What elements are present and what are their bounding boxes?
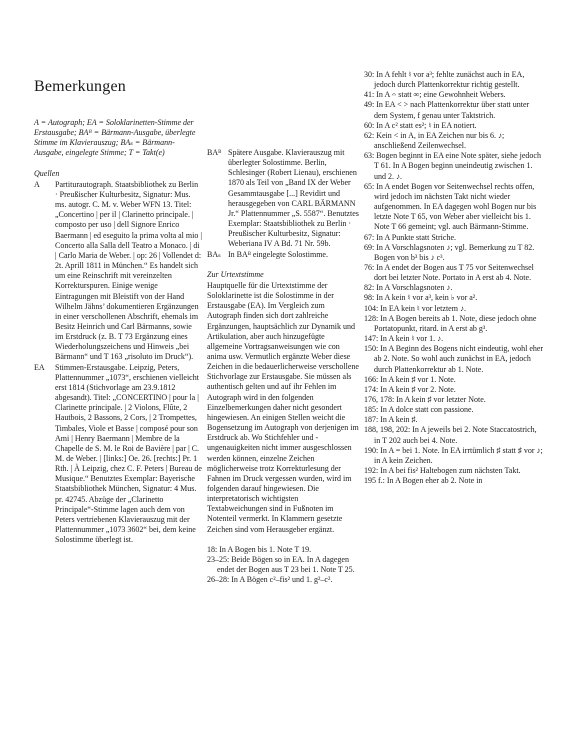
- remark-item: 166: In A kein ♯ vor 1. Note.: [364, 374, 456, 384]
- remark-item: 104: In EA kein ♮ vor letztem ♪.: [364, 303, 466, 313]
- source-entry-ea: [34, 363, 202, 546]
- remark-item: 26–28: In A Bögen c²–fis² und 1. g²–c².: [207, 575, 333, 585]
- remark-item: 128: In A Bogen bereits ab 1. Note, diese jedoch ohne Portatopunkt, ritard. in A erst ab g³.: [364, 313, 537, 333]
- remark-item: 65: In A endet Bogen vor Seitenwechsel rechts offen, wird jedoch im nächsten Takt nicht wieder aufgenommen. In EA dagegen wohl Bogen nur bis letzte Note T 65, von Weber aber vielleicht bis 1. Note T 66 gemeint; vgl. auch Bärmann-Stimme.: [364, 181, 537, 232]
- remark-item: 185: In A dolce statt con passione.: [364, 405, 474, 415]
- remark-item: 190: In A = bei 1. Note. In EA irrtümlich ♯ statt ♯ vor ♪; in A kein Zeichen.: [364, 445, 543, 465]
- source-entry-bas: [207, 250, 359, 260]
- source-text: Spätere Ausgabe. Klavierauszug mit überlegter Solostimme. Berlin, Schlesinger (Robert Lienau), erschienen 1870 als Teil von „Band IX der Weber Gesammtausgabe [...] Revidirt und herausgegeben von CARL BÄRMANN Jr.“ Plattennummer „S. 5587“. Benutztes Exemplar: Staatsbibliothek zu Berlin · Preußischer Kulturbesitz, Signatur: Weberiana IV A Bd. 71 Nr. 59b.: [228, 148, 359, 249]
- remark-item: 18: In A Bogen bis 1. Note T 19.: [207, 544, 312, 554]
- remark-item: 41: In A 𝄐 statt ∞; eine Gewohnheit Webers.: [364, 90, 506, 100]
- source-text: In BAᴮ eingelegte Solostimme.: [228, 249, 328, 259]
- remark-item: 188, 198, 202: In A jeweils bei 2. Note Staccatostrich, in T 202 auch bei 4. Note.: [364, 425, 537, 445]
- remark-item: 176, 178: In A kein ♯ vor letzter Note.: [364, 395, 486, 404]
- page-title: Bemerkungen: [34, 78, 126, 95]
- remark-item: 49: In EA < > nach Plattenkorrektur über statt unter dem System, f genau unter Taktstrich.: [364, 100, 530, 120]
- remark-item: 23–25: Beide Bögen so in EA. In A dagegen endet der Bogen aus T 23 bei 1. Note T 25.: [207, 554, 355, 575]
- remark-item: 62: Kein < in A, in EA Zeichen nur bis 6. ♪; anschließend Zeilenwechsel.: [364, 130, 505, 151]
- remark-item: 147: In A kein ♮ vor 1. ♪.: [364, 334, 444, 344]
- remark-item: 187: In A kein ♯.: [364, 415, 418, 425]
- source-text: Partiturautograph. Staatsbibliothek zu Berlin · Preußischer Kulturbesitz, Signatur: Mus. ms. autogr. C. M. v. Weber WFN 13. Titel: „Concertino | per il | Clarinetto principale. | composto per uso | dell Signore Enrico Baermann | ed eseguito la prima volta al mio | Concerto alla Salla dell Teatro a Monaco. | di | Carlo Maria de Weber. | op: 26 | Vollendet d: 2t. Aprill 1811 in München.“ Es handelt sich um eine Reinschrift mit vereinzelten Korrekturspuren. Einige wenige Eintragungen mit Bleistift von der Hand Wilhelm Jähns’ dokumentieren Ergänzungen in einer verschollenen Abschrift, ehemals im Besitz Heinrich und Carl Bärmanns, sowie im Erstdruck (z. B. T 73 Ergänzung eines Wiederholungszeichens und Hinweis „bei Bärmann“ und T 163 „risoluto im Druck“).: [55, 179, 202, 362]
- edition-text: Hauptquelle für die Urtextstimme der Soloklarinette ist die Solostimme in der Erstausgabe (EA). Im Vergleich zum Autograph finden sich dort zahlreiche Ergänzungen, hauptsächlich zur Dynamik und Artikulation, aber auch hinzugefügte allgemeine Vortragsanweisungen wie con anima usw. Vermutlich ergänzte Weber diese Zeichen in die bedauerlicherweise verschollene Stichvorlage zur Erstausgabe. Sie müssen als authentisch gelten und auf ihr Fehlen im Autograph wird in den folgenden Einzelbemerkungen daher nicht gesondert hingewiesen. An einigen Stellen weicht die Bogensetzung im Autograph von derjenigen im Erstdruck ab. Wo Stichfehler und -ungenauigkeiten nicht immer ausgeschlossen werden können, einzelne Zeichen möglicherweise trotz Korrekturlesung der Fahnen im Druck vergessen wurden, wird im folgenden darauf hingewiesen. Die interpretatorisch wichtigsten Textabweichungen sind in Fußnoten im Notenteil vermerkt. In Klammern gesetzte Zeichen sind vom Herausgeber ergänzt.: [207, 280, 359, 534]
- edition-heading: Zur Urtextstimme: [207, 269, 264, 279]
- source-label: BAᴮ: [207, 148, 222, 157]
- source-label: A: [34, 179, 40, 189]
- remark-item: 150: In A Beginn des Bogens nicht eindeutig, wohl eher ab 2. Note. So wohl auch zunächst in EA, jedoch durch Plattenkorrektur ab 1. Note.: [364, 344, 544, 374]
- abbreviations-note: A = Autograph; EA = Soloklarinetten-Stimme der Erstausgabe; BAᴮ = Bärmann-Ausgabe, überlegte Stimme im Klavierauszug; BAₛ = Bärmann-Ausgabe, eingelegte Stimme; T = Takt(e): [34, 118, 196, 158]
- remark-item: 76: In A endet der Bogen aus T 75 vor Seitenwechsel dort bei letzter Note. Portato in A erst ab 4. Note.: [364, 262, 534, 283]
- column-right: [364, 70, 544, 486]
- source-label: EA: [34, 362, 45, 372]
- source-entry-a: [34, 180, 202, 363]
- remark-item: 60: In A c² statt es²; ♮ in EA notiert.: [364, 120, 477, 130]
- remark-item: 174: In A kein ♯ vor 2. Note.: [364, 384, 456, 394]
- source-label: BAₛ: [207, 249, 221, 259]
- remark-item: 192: In A bei fis² Haltebogen zum nächsten Takt.: [364, 466, 521, 476]
- remark-item: 67: In A Punkte statt Striche.: [364, 232, 456, 242]
- source-text: Stimmen-Erstausgabe. Leipzig, Peters, Plattennummer „1073“, erschienen vielleicht erst 1814 (Stichvorlage am 23.9.1812 abgesandt). Titel: „CONCERTINO | pour la | Clarinette principale. | 2 Violons, Flûte, 2 Hautbois, 2 Bassons, 2 Cors, | 2 Trompettes, Timbales, Viole et Basse | composé pour son Ami | Henry Baermann | Membre de la Chapelle de S. M. le Roi de Bavière | par | C. M. de Weber. | [links:] Oe. 26. [rechts:] Pr. 1 Rth. | À Leipzig, chez C. F. Peters | Bureau de Musique.“ Benutztes Exemplar: Bayerische Staatsbibliothek München, Signatur: 4 Mus. pr. 42745. Abzüge der „Clarinetto Principale“-Stimme lagen auch dem von Peters vertriebenen Klavierauszug mit der Plattennummer „1073 3602“ bei, dem keine Solostimme überlegt ist.: [55, 362, 202, 545]
- column-middle: [207, 70, 359, 585]
- remark-item: 69: In A Vorschlagsnoten ♪; vgl. Bemerkung zu T 82. Bogen von b³ bis ♪ c³.: [364, 242, 535, 262]
- remark-item: 30: In A fehlt ♮ vor a³; fehlte zunächst auch in EA, jedoch durch Plattenkorrektur richtig gestellt.: [364, 70, 525, 90]
- column-left: [34, 118, 202, 545]
- remark-item: 98: In A kein ♮ vor a³, kein ♭ vor a².: [364, 293, 478, 303]
- source-entry-bak: [207, 148, 359, 250]
- remark-item: 63: Bogen beginnt in EA eine Note später, siehe jedoch T 61. In A Bogen beginn uneindeutig zwischen 1. und 2. ♪.: [364, 151, 541, 181]
- remark-item: 82: In A Vorschlagsnoten ♪.: [364, 283, 453, 293]
- sources-heading: Quellen: [34, 168, 60, 178]
- remark-item: 195 f.: In A Bogen eher ab 2. Note in: [364, 476, 483, 486]
